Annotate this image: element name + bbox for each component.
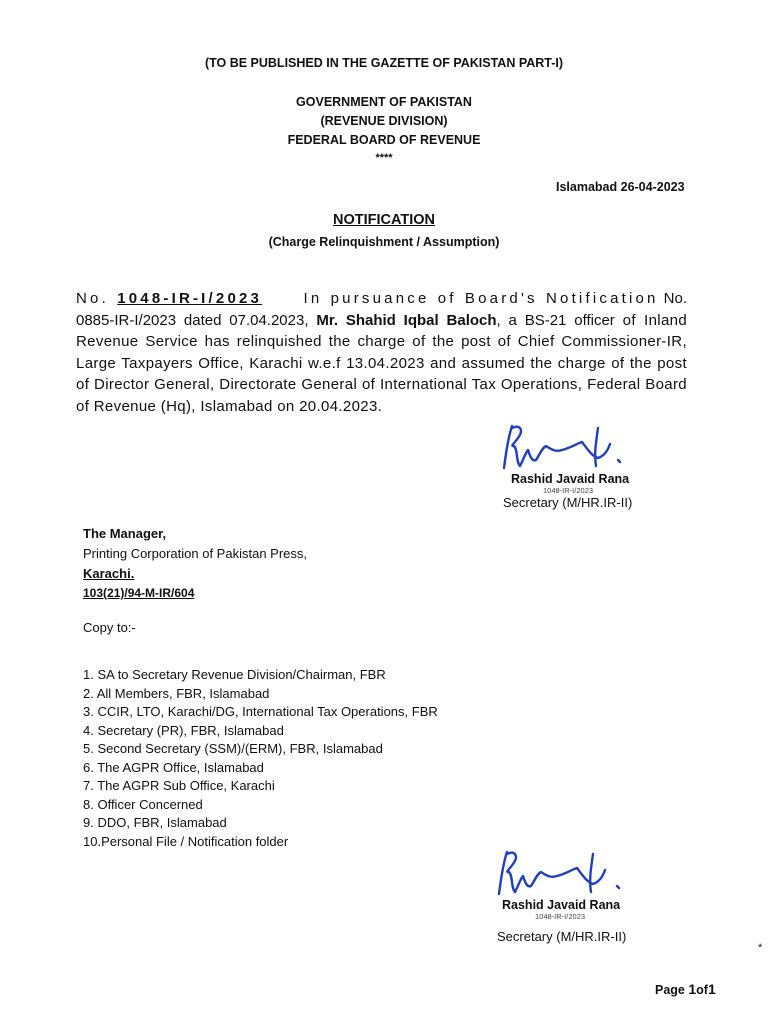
list-item: 9. DDO, FBR, Islamabad bbox=[83, 815, 227, 830]
body-rest: of Inland Revenue Service has relinquished the charge of the post of Chief Commissioner-IR, Large Taxpayers Office, Karachi w.e.f 13.04.2023 and assumed the charge of the post of Director General, Directorate General of International Tax Operations, Federal Board of Revenue (Hq), Islamabad on 20.04.2023. bbox=[76, 311, 688, 415]
address-city: Karachi. bbox=[83, 566, 135, 581]
body-no-prefix: No. bbox=[76, 290, 118, 307]
signature-1-designation: Secretary (M/HR.IR-II) bbox=[503, 495, 633, 510]
address-to: The Manager, bbox=[83, 526, 167, 541]
notification-body bbox=[76, 288, 687, 417]
page-total: 1 bbox=[707, 981, 716, 997]
date-line: Islamabad 26-04-2023 bbox=[556, 180, 685, 194]
list-item: 5. Second Secretary (SSM)/(ERM), FBR, Islamabad bbox=[83, 741, 383, 756]
body-lead: In pursuance of Board's Notification bbox=[303, 290, 659, 307]
signature-2-ref: 1048-IR-I/2023 bbox=[535, 912, 586, 921]
copy-to-label: Copy to:- bbox=[83, 620, 136, 635]
page-number: 1 bbox=[688, 981, 697, 997]
list-item: 1. SA to Secretary Revenue Division/Chairman, FBR bbox=[83, 667, 386, 682]
government-heading: GOVERNMENT OF PAKISTAN bbox=[296, 95, 472, 109]
list-item: 3. CCIR, LTO, Karachi/DG, International Tax Operations, FBR bbox=[83, 704, 438, 719]
signature-1-image bbox=[498, 420, 648, 478]
notification-subtitle: (Charge Relinquishment / Assumption) bbox=[268, 235, 500, 249]
signature-1-ref: 1048-IR-I/2023 bbox=[543, 486, 594, 495]
notification-number: 1048-IR-I/2023 bbox=[117, 290, 263, 307]
division-heading: (REVENUE DIVISION) bbox=[320, 114, 448, 128]
body-line2-post: , a BS-21 officer bbox=[496, 311, 615, 329]
address-org: Printing Corporation of Pakistan Press, bbox=[83, 546, 307, 561]
gazette-heading: (TO BE PUBLISHED IN THE GAZETTE OF PAKISTAN PART-I) bbox=[204, 56, 564, 70]
page-label: Page bbox=[655, 983, 689, 997]
list-item: 6. The AGPR Office, Islamabad bbox=[83, 759, 264, 775]
board-heading: FEDERAL BOARD OF REVENUE bbox=[287, 133, 481, 147]
list-item: 2. All Members, FBR, Islamabad bbox=[83, 685, 270, 701]
notification-title: NOTIFICATION bbox=[332, 212, 436, 228]
list-item: 7. The AGPR Sub Office, Karachi bbox=[83, 778, 275, 793]
signature-2-image bbox=[493, 846, 643, 904]
officer-name: Mr. Shahid Iqbal Baloch bbox=[316, 311, 497, 329]
signature-2-name: Rashid Javaid Rana bbox=[502, 898, 621, 912]
page-indicator bbox=[655, 981, 716, 997]
signature-2-designation: Secretary (M/HR.IR-II) bbox=[497, 929, 627, 944]
copy-to-list bbox=[83, 666, 438, 851]
address-block bbox=[83, 524, 307, 584]
page-of-label: of bbox=[696, 983, 708, 997]
file-number: 103(21)/94-M-IR/604 bbox=[83, 586, 195, 600]
separator-stars: **** bbox=[375, 152, 393, 164]
signature-1-name: Rashid Javaid Rana bbox=[511, 472, 630, 486]
list-item: 4. Secretary (PR), FBR, Islamabad bbox=[83, 722, 284, 738]
body-line2-pre: No. 0885-IR-I/2023 dated 07.04.2023, bbox=[76, 290, 688, 329]
list-item: 10.Personal File / Notification folder bbox=[83, 833, 289, 849]
list-item: 8. Officer Concerned bbox=[83, 796, 203, 812]
asterisk-mark: * bbox=[758, 942, 763, 954]
